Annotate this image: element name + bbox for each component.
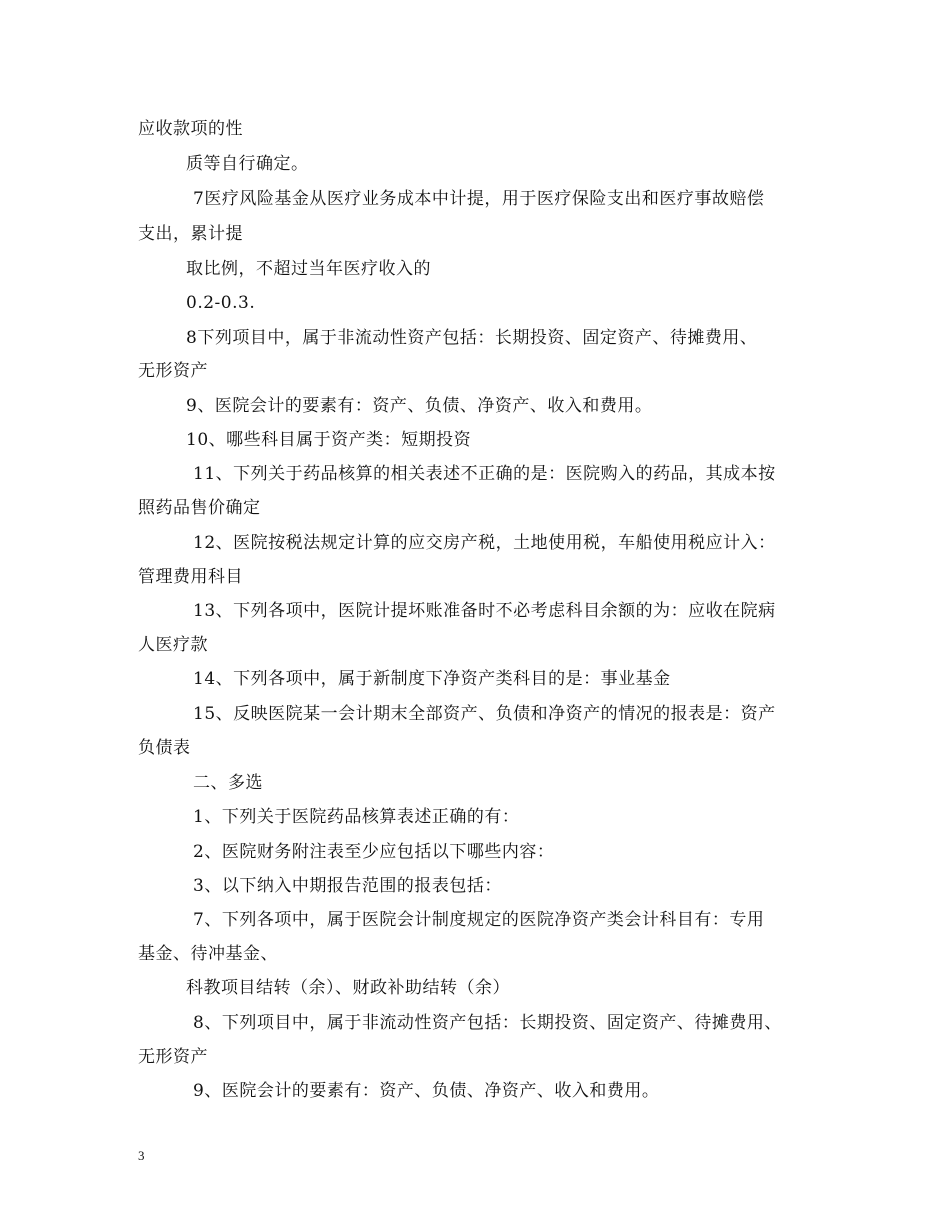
text-line-25: 基金、待冲基金、 <box>138 944 278 964</box>
text-line-16: 人医疗款 <box>138 635 208 655</box>
text-line-28: 无形资产 <box>138 1047 208 1067</box>
text-line-23: 3、以下纳入中期报告范围的报表包括： <box>193 876 502 896</box>
text-line-18: 15、反映医院某一会计期末全部资产、负债和净资产的情况的报表是：资产 <box>193 704 776 724</box>
text-line-12: 照药品售价确定 <box>138 498 261 518</box>
text-line-29: 9、医院会计的要素有：资产、负债、净资产、收入和费用。 <box>193 1081 660 1101</box>
text-line-17: 14、下列各项中，属于新制度下净资产类科目的是：事业基金 <box>193 669 671 689</box>
page-number: 3 <box>138 1148 145 1163</box>
text-line-2: 质等自行确定。 <box>186 154 309 174</box>
text-line-13: 12、医院按税法规定计算的应交房产税，土地使用税，车船使用税应计入： <box>193 533 776 553</box>
text-line-4: 支出，累计提 <box>138 224 243 244</box>
text-line-14: 管理费用科目 <box>138 567 243 587</box>
text-line-6: 0.2-0.3. <box>186 293 256 313</box>
text-line-24: 7、下列各项中，属于医院会计制度规定的医院净资产类会计科目有：专用 <box>193 910 765 930</box>
section-heading-multiple-choice: 二、多选 <box>193 773 263 793</box>
text-line-27: 8、下列项目中，属于非流动性资产包括：长期投资、固定资产、待摊费用、 <box>193 1013 782 1033</box>
text-line-21: 1、下列关于医院药品核算表述正确的有： <box>193 807 520 827</box>
text-line-7: 8下列项目中，属于非流动性资产包括：长期投资、固定资产、待摊费用、 <box>186 328 758 348</box>
text-line-1: 应收款项的性 <box>138 119 243 139</box>
text-line-3: 7医疗风险基金从医疗业务成本中计提，用于医疗保险支出和医疗事故赔偿 <box>193 189 765 209</box>
text-line-22: 2、医院财务附注表至少应包括以下哪些内容： <box>193 842 555 862</box>
text-line-15: 13、下列各项中，医院计提坏账准备时不必考虑科目余额的为：应收在院病 <box>193 601 776 621</box>
text-line-19: 负债表 <box>138 738 191 758</box>
text-line-26: 科教项目结转（余）、财政补助结转（余） <box>186 978 510 998</box>
text-line-9: 9、医院会计的要素有：资产、负债、净资产、收入和费用。 <box>186 396 653 416</box>
text-line-8: 无形资产 <box>138 361 208 381</box>
text-line-5: 取比例，不超过当年医疗收入的 <box>186 259 431 279</box>
text-line-10: 10、哪些科目属于资产类：短期投资 <box>186 430 472 450</box>
text-line-11: 11、下列关于药品核算的相关表述不正确的是：医院购入的药品，其成本按 <box>193 464 776 484</box>
